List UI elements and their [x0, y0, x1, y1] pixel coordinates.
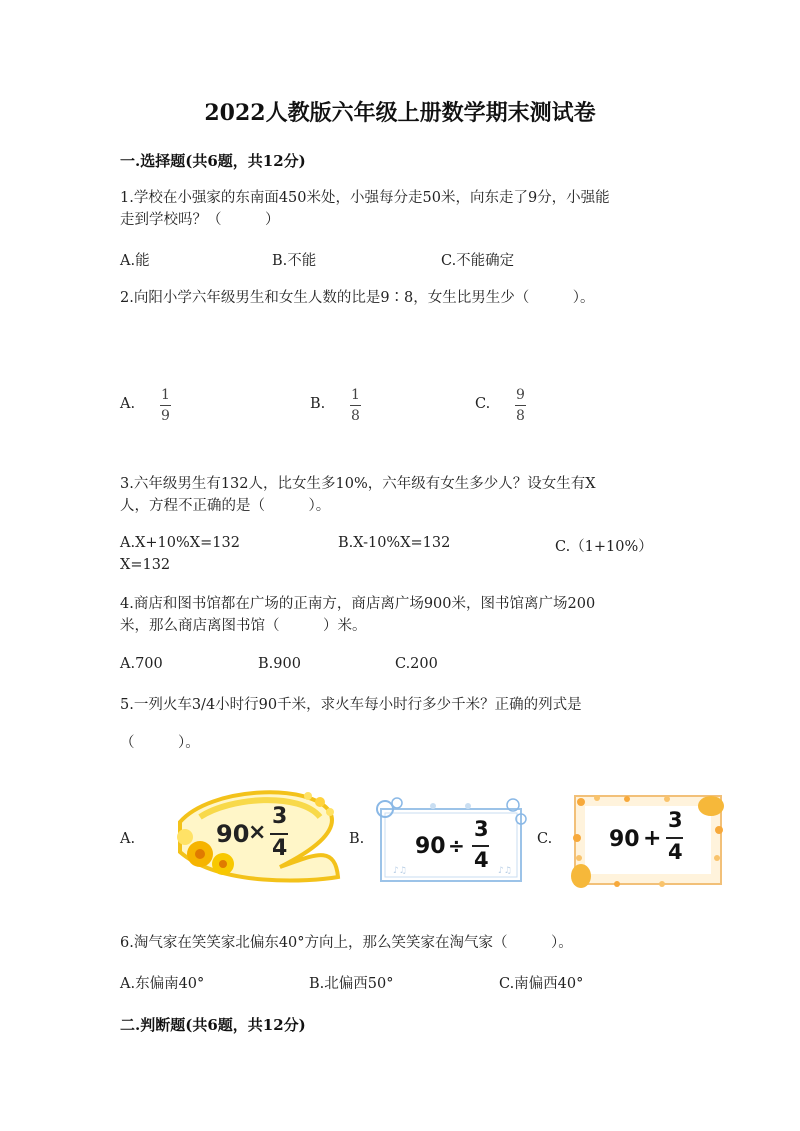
- question-5-option-a-label: A.: [120, 831, 136, 847]
- question-3-option-a: A.X+10%X=132: [120, 535, 240, 551]
- multiply-sign: ×: [248, 820, 267, 845]
- card-fraction-denominator: 4: [272, 836, 288, 861]
- section-heading-choice: 一.选择题(共6题，共12分): [120, 152, 306, 170]
- question-2-text: 2.向阳小学六年级男生和女生人数的比是9∶8，女生比男生少（ ）。: [120, 290, 595, 306]
- fraction-numerator: 1: [161, 387, 170, 403]
- card-fraction-numerator: 3: [668, 808, 683, 832]
- question-1-option-c: C.不能确定: [441, 253, 515, 269]
- question-1-option-a: A.能: [120, 253, 150, 269]
- question-2-option-b-fraction: [350, 387, 361, 424]
- question-6-text: 6.淘气家在笑笑家北偏东40°方向上，那么笑笑家在淘气家（ ）。: [120, 935, 573, 951]
- question-5-option-c-label: C.: [537, 831, 553, 847]
- fraction-bar: [350, 405, 361, 406]
- card-fraction-bar: [472, 845, 489, 847]
- question-6-option-c: C.南偏西40°: [499, 976, 584, 992]
- question-4-option-a: A.700: [120, 656, 163, 672]
- plus-sign: +: [643, 826, 662, 851]
- question-5-option-c-card: [567, 788, 729, 893]
- svg-text:♪♫: ♪♫: [393, 866, 407, 876]
- question-5-option-b-label: B.: [349, 831, 365, 847]
- card-fraction-denominator: 4: [668, 840, 683, 864]
- section-heading-judgement: 二.判断题(共6题，共12分): [120, 1016, 306, 1034]
- card-whole-number: 90: [415, 834, 446, 859]
- svg-text:♪♫: ♪♫: [498, 866, 512, 876]
- question-2-option-b-label: B.: [310, 396, 326, 412]
- question-4-option-c: C.200: [395, 656, 438, 672]
- question-1-text-line1: 1.学校在小强家的东南面450米处，小强每分走50米，向东走了9分，小强能: [120, 190, 610, 206]
- divide-sign: ÷: [448, 834, 465, 858]
- question-2-option-c-label: C.: [475, 396, 491, 412]
- card-fraction-bar: [666, 837, 683, 839]
- question-4-text-line1: 4.商店和图书馆都在广场的正南方，商店离广场900米，图书馆离广场200: [120, 596, 596, 612]
- card-fraction-denominator: 4: [474, 848, 489, 872]
- question-2-option-c-fraction: [515, 387, 526, 424]
- question-3-option-c: C.（1+10%）: [555, 539, 653, 555]
- question-5-text-line1: 5.一列火车3/4小时行90千米，求火车每小时行多少千米？正确的列式是: [120, 697, 582, 713]
- card-whole-number: 90: [216, 820, 250, 848]
- question-3-text-line1: 3.六年级男生有132人，比女生多10%，六年级有女生多少人？设女生有X: [120, 476, 596, 492]
- question-3-option-b: B.X-10%X=132: [338, 535, 451, 551]
- page-title: 2022人教版六年级上册数学期末测试卷: [204, 100, 596, 126]
- fraction-bar: [515, 405, 526, 406]
- fraction-denominator: 8: [351, 408, 360, 424]
- question-5-text-line2: （ ）。: [120, 735, 200, 751]
- card-fraction-numerator: 3: [474, 817, 489, 841]
- question-1-option-b: B.不能: [272, 253, 317, 269]
- question-6-option-b: B.北偏西50°: [309, 976, 394, 992]
- question-1-text-line2: 走到学校吗？（ ）: [120, 212, 280, 228]
- fraction-denominator: 8: [516, 408, 525, 424]
- card-whole-number: 90: [609, 827, 640, 852]
- fraction-numerator: 1: [351, 387, 360, 403]
- question-4-option-b: B.900: [258, 656, 301, 672]
- card-fraction-numerator: 3: [272, 804, 288, 829]
- question-5-option-b-card: [373, 797, 528, 887]
- fraction-bar: [160, 405, 171, 406]
- question-2-option-a-label: A.: [120, 396, 136, 412]
- question-4-text-line2: 米，那么商店离图书馆（ ）米。: [120, 618, 367, 634]
- fraction-denominator: 9: [161, 408, 170, 424]
- card-fraction-bar: [270, 833, 288, 835]
- question-2-option-a-fraction: [160, 387, 171, 424]
- question-3-option-c-continued: X=132: [120, 557, 171, 573]
- question-5-option-a-card: [160, 782, 345, 892]
- fraction-numerator: 9: [516, 387, 525, 403]
- question-6-option-a: A.东偏南40°: [120, 976, 205, 992]
- question-3-text-line2: 人，方程不正确的是（ ）。: [120, 498, 331, 514]
